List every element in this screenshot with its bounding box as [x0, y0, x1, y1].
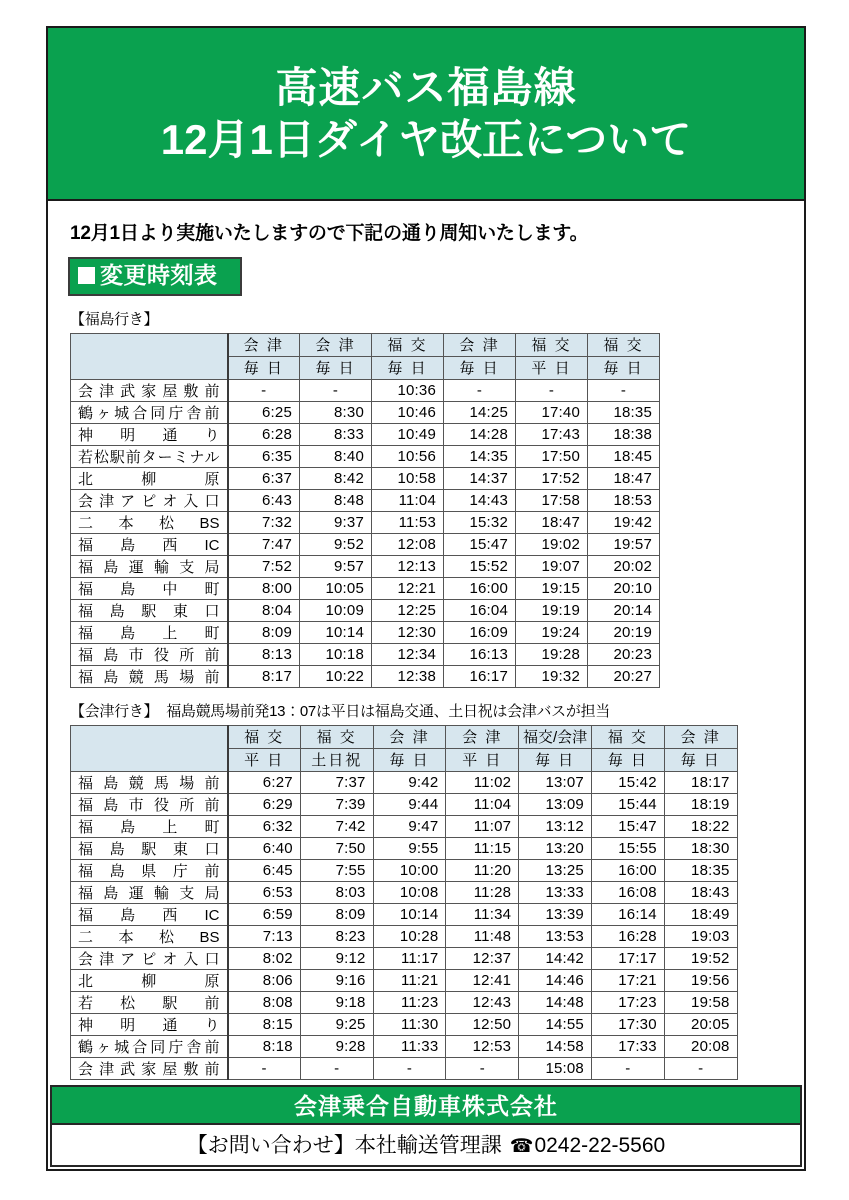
departure-time: 19:07 — [516, 555, 588, 577]
table-row — [71, 665, 660, 687]
departure-time: 10:14 — [373, 903, 446, 925]
table-row — [71, 837, 738, 859]
departure-time: 12:37 — [446, 947, 519, 969]
departure-time: 17:21 — [591, 969, 664, 991]
departure-time: 19:03 — [664, 925, 737, 947]
departure-time: 13:39 — [519, 903, 592, 925]
departure-time: 13:25 — [519, 859, 592, 881]
contact-bar — [50, 1125, 802, 1167]
table2-caption-text: 【会津行き】 — [70, 702, 159, 720]
departure-time: 20:23 — [588, 643, 660, 665]
stop-name: 福島駅東口 — [71, 599, 228, 621]
table2-operator-4: 会 津 — [446, 725, 519, 748]
title-banner — [48, 28, 804, 201]
contact-prefix: 【お問い合わせ】 — [186, 1134, 355, 1157]
departure-time: 12:21 — [372, 577, 444, 599]
departure-time: 11:30 — [373, 1013, 446, 1035]
table-row — [71, 903, 738, 925]
table-row — [71, 401, 660, 423]
table2-serviceday-5: 毎 日 — [519, 748, 592, 771]
departure-time: 15:32 — [444, 511, 516, 533]
table-row — [71, 599, 660, 621]
table1-head — [71, 333, 660, 379]
departure-time: 18:35 — [664, 859, 737, 881]
departure-time: 17:33 — [591, 1035, 664, 1057]
departure-time: 8:13 — [228, 643, 300, 665]
departure-time: 17:23 — [591, 991, 664, 1013]
table-row — [71, 881, 738, 903]
departure-time: 17:43 — [516, 423, 588, 445]
table1-serviceday-3: 毎 日 — [372, 356, 444, 379]
departure-time: 17:30 — [591, 1013, 664, 1035]
departure-time: 10:00 — [373, 859, 446, 881]
departure-time: 16:00 — [591, 859, 664, 881]
departure-time: 11:07 — [446, 815, 519, 837]
departure-time: 18:49 — [664, 903, 737, 925]
departure-time: 17:58 — [516, 489, 588, 511]
departure-time: 6:32 — [228, 815, 301, 837]
table1-operator-2: 会 津 — [300, 333, 372, 356]
departure-time: 8:04 — [228, 599, 300, 621]
table2-operator-row — [71, 725, 738, 748]
page-title-line1: 高速バス福島線 — [275, 63, 577, 111]
table-row — [71, 771, 738, 793]
departure-time: 13:09 — [519, 793, 592, 815]
departure-time: 19:15 — [516, 577, 588, 599]
table-row — [71, 577, 660, 599]
departure-time: 6:27 — [228, 771, 301, 793]
departure-time: 9:25 — [300, 1013, 373, 1035]
departure-time: 15:47 — [591, 815, 664, 837]
contact-phone: 0242-22-5560 — [534, 1134, 666, 1157]
departure-time: 18:45 — [588, 445, 660, 467]
departure-time: 16:04 — [444, 599, 516, 621]
departure-time: 14:55 — [519, 1013, 592, 1035]
departure-time: 15:55 — [591, 837, 664, 859]
stop-name: 北柳原 — [71, 467, 228, 489]
departure-time: 17:52 — [516, 467, 588, 489]
departure-time: 16:17 — [444, 665, 516, 687]
departure-time: 19:32 — [516, 665, 588, 687]
stop-name: 神明通り — [71, 423, 228, 445]
departure-time: 7:37 — [300, 771, 373, 793]
table2-operator-5: 福交/会津 — [519, 725, 592, 748]
stop-name: 福島上町 — [71, 621, 228, 643]
departure-time: 8:30 — [300, 401, 372, 423]
departure-time: 7:42 — [300, 815, 373, 837]
departure-time: 10:09 — [300, 599, 372, 621]
table-row — [71, 489, 660, 511]
departure-time: 6:35 — [228, 445, 300, 467]
stop-name: 会津アピオ入口 — [71, 947, 228, 969]
table1-serviceday-2: 毎 日 — [300, 356, 372, 379]
table1-corner-cell — [71, 333, 228, 379]
departure-time: 16:09 — [444, 621, 516, 643]
departure-time: 20:19 — [588, 621, 660, 643]
departure-time: 13:20 — [519, 837, 592, 859]
footer — [48, 1085, 804, 1169]
stop-name: 福島県庁前 — [71, 859, 228, 881]
departure-time: 9:28 — [300, 1035, 373, 1057]
departure-time: 14:46 — [519, 969, 592, 991]
departure-time: 11:02 — [446, 771, 519, 793]
table2-head — [71, 725, 738, 771]
departure-time: 12:30 — [372, 621, 444, 643]
departure-time: - — [591, 1057, 664, 1079]
page-title-line2: 12月1日ダイヤ改正について — [160, 115, 692, 163]
departure-time: 9:37 — [300, 511, 372, 533]
departure-time: 6:40 — [228, 837, 301, 859]
departure-time: 13:33 — [519, 881, 592, 903]
table-row — [71, 969, 738, 991]
departure-time: 7:32 — [228, 511, 300, 533]
stop-name: 会津武家屋敷前 — [71, 1057, 228, 1079]
departure-time: 18:43 — [664, 881, 737, 903]
departure-time: 16:08 — [591, 881, 664, 903]
departure-time: 19:57 — [588, 533, 660, 555]
departure-time: 16:13 — [444, 643, 516, 665]
departure-time: 10:56 — [372, 445, 444, 467]
departure-time: 13:53 — [519, 925, 592, 947]
stop-name: 福島競馬場前 — [71, 771, 228, 793]
stop-name: 福島運輸支局 — [71, 881, 228, 903]
departure-time: 6:29 — [228, 793, 301, 815]
departure-time: 9:57 — [300, 555, 372, 577]
telephone-icon: ☎ — [509, 1136, 534, 1157]
departure-time: 7:47 — [228, 533, 300, 555]
departure-time: 6:25 — [228, 401, 300, 423]
departure-time: 19:56 — [664, 969, 737, 991]
table1-body — [71, 379, 660, 687]
white-square-icon — [78, 267, 95, 284]
table2-caption-note: 福島競馬場前発13：07は平日は福島交通、土日祝は会津バスが担当 — [166, 702, 610, 720]
table1-operator-row — [71, 333, 660, 356]
section-header-label: 変更時刻表 — [100, 262, 218, 288]
departure-time: 14:28 — [444, 423, 516, 445]
departure-time: 6:45 — [228, 859, 301, 881]
departure-time: 9:42 — [373, 771, 446, 793]
departure-time: 8:40 — [300, 445, 372, 467]
table1-serviceday-5: 平 日 — [516, 356, 588, 379]
table-row — [71, 1057, 738, 1079]
departure-time: 14:43 — [444, 489, 516, 511]
departure-time: - — [444, 379, 516, 401]
departure-time: 14:25 — [444, 401, 516, 423]
departure-time: 12:50 — [446, 1013, 519, 1035]
table2-serviceday-1: 平 日 — [228, 748, 301, 771]
departure-time: 20:14 — [588, 599, 660, 621]
departure-time: 8:02 — [228, 947, 301, 969]
table2-operator-7: 会 津 — [664, 725, 737, 748]
departure-time: 8:00 — [228, 577, 300, 599]
departure-time: 8:09 — [228, 621, 300, 643]
departure-time: 11:21 — [373, 969, 446, 991]
departure-time: 6:59 — [228, 903, 301, 925]
departure-time: 11:23 — [373, 991, 446, 1013]
departure-time: 10:08 — [373, 881, 446, 903]
table2-body — [71, 771, 738, 1079]
table2-operator-3: 会 津 — [373, 725, 446, 748]
departure-time: 6:37 — [228, 467, 300, 489]
departure-time: 6:28 — [228, 423, 300, 445]
departure-time: - — [664, 1057, 737, 1079]
departure-time: 19:52 — [664, 947, 737, 969]
departure-time: 11:33 — [373, 1035, 446, 1057]
table-row — [71, 643, 660, 665]
departure-time: 18:47 — [516, 511, 588, 533]
departure-time: 7:39 — [300, 793, 373, 815]
departure-time: 12:34 — [372, 643, 444, 665]
departure-time: - — [516, 379, 588, 401]
departure-time: 11:48 — [446, 925, 519, 947]
departure-time: 12:53 — [446, 1035, 519, 1057]
section-header-timetable — [68, 257, 242, 296]
table-row — [71, 815, 738, 837]
departure-time: - — [588, 379, 660, 401]
departure-time: 19:19 — [516, 599, 588, 621]
departure-time: 16:00 — [444, 577, 516, 599]
table1-operator-1: 会 津 — [228, 333, 300, 356]
departure-time: 14:37 — [444, 467, 516, 489]
departure-time: 8:48 — [300, 489, 372, 511]
departure-time: 7:52 — [228, 555, 300, 577]
departure-time: 20:27 — [588, 665, 660, 687]
departure-time: 10:36 — [372, 379, 444, 401]
departure-time: 11:17 — [373, 947, 446, 969]
departure-time: 9:12 — [300, 947, 373, 969]
departure-time: 9:52 — [300, 533, 372, 555]
departure-time: 10:28 — [373, 925, 446, 947]
departure-time: 11:04 — [372, 489, 444, 511]
departure-time: 10:58 — [372, 467, 444, 489]
departure-time: 11:20 — [446, 859, 519, 881]
departure-time: 8:15 — [228, 1013, 301, 1035]
table1-operator-4: 会 津 — [444, 333, 516, 356]
departure-time: 8:09 — [300, 903, 373, 925]
departure-time: 14:58 — [519, 1035, 592, 1057]
departure-time: 20:02 — [588, 555, 660, 577]
stop-name: 二本松BS — [71, 925, 228, 947]
departure-time: 12:25 — [372, 599, 444, 621]
stop-name: 鶴ヶ城合同庁舎前 — [71, 1035, 228, 1057]
departure-time: 12:41 — [446, 969, 519, 991]
departure-time: 12:43 — [446, 991, 519, 1013]
departure-time: 18:17 — [664, 771, 737, 793]
body-area — [48, 218, 804, 1100]
departure-time: 19:02 — [516, 533, 588, 555]
departure-time: 7:50 — [300, 837, 373, 859]
departure-time: 18:22 — [664, 815, 737, 837]
table2-serviceday-3: 毎 日 — [373, 748, 446, 771]
table2-serviceday-2: 土日祝 — [300, 748, 373, 771]
departure-time: 15:08 — [519, 1057, 592, 1079]
table-row — [71, 445, 660, 467]
departure-time: 10:05 — [300, 577, 372, 599]
departure-time: - — [228, 1057, 301, 1079]
table2-serviceday-6: 毎 日 — [591, 748, 664, 771]
timetable-fukushima-bound — [70, 333, 660, 688]
table2-operator-2: 福 交 — [300, 725, 373, 748]
departure-time: 10:46 — [372, 401, 444, 423]
departure-time: 8:33 — [300, 423, 372, 445]
departure-time: 11:53 — [372, 511, 444, 533]
departure-time: 18:19 — [664, 793, 737, 815]
table-row — [71, 991, 738, 1013]
departure-time: 19:24 — [516, 621, 588, 643]
departure-time: 15:44 — [591, 793, 664, 815]
departure-time: 11:04 — [446, 793, 519, 815]
table-row — [71, 533, 660, 555]
flyer-sheet — [46, 26, 806, 1171]
departure-time: 20:05 — [664, 1013, 737, 1035]
departure-time: 10:14 — [300, 621, 372, 643]
departure-time: 8:17 — [228, 665, 300, 687]
departure-time: 18:47 — [588, 467, 660, 489]
departure-time: 12:08 — [372, 533, 444, 555]
table1-operator-3: 福 交 — [372, 333, 444, 356]
table-row — [71, 621, 660, 643]
departure-time: - — [300, 379, 372, 401]
table-row — [71, 925, 738, 947]
stop-name: 鶴ヶ城合同庁舎前 — [71, 401, 228, 423]
departure-time: 12:38 — [372, 665, 444, 687]
timetable-aizu-bound — [70, 725, 738, 1080]
stop-name: 会津武家屋敷前 — [71, 379, 228, 401]
departure-time: 15:47 — [444, 533, 516, 555]
departure-time: 9:16 — [300, 969, 373, 991]
departure-time: 16:14 — [591, 903, 664, 925]
departure-time: 17:17 — [591, 947, 664, 969]
departure-time: 8:06 — [228, 969, 301, 991]
table-row — [71, 859, 738, 881]
contact-dept: 本社輸送管理課 — [354, 1134, 502, 1157]
stop-name: 福島上町 — [71, 815, 228, 837]
stop-name: 神明通り — [71, 1013, 228, 1035]
stop-name: 福島中町 — [71, 577, 228, 599]
departure-time: 7:55 — [300, 859, 373, 881]
table-row — [71, 379, 660, 401]
table1-operator-5: 福 交 — [516, 333, 588, 356]
stop-name: 福島駅東口 — [71, 837, 228, 859]
stop-name: 若松駅前 — [71, 991, 228, 1013]
stop-name: 福島西IC — [71, 903, 228, 925]
departure-time: 14:48 — [519, 991, 592, 1013]
departure-time: 19:58 — [664, 991, 737, 1013]
departure-time: 7:13 — [228, 925, 301, 947]
table2-corner-cell — [71, 725, 228, 771]
table2-operator-6: 福 交 — [591, 725, 664, 748]
departure-time: 16:28 — [591, 925, 664, 947]
stop-name: 福島市役所前 — [71, 643, 228, 665]
departure-time: 20:08 — [664, 1035, 737, 1057]
departure-time: 15:42 — [591, 771, 664, 793]
table-row — [71, 793, 738, 815]
table1-serviceday-6: 毎 日 — [588, 356, 660, 379]
table2-serviceday-4: 平 日 — [446, 748, 519, 771]
departure-time: 19:42 — [588, 511, 660, 533]
departure-time: 18:53 — [588, 489, 660, 511]
departure-time: 20:10 — [588, 577, 660, 599]
table-row — [71, 467, 660, 489]
table1-serviceday-1: 毎 日 — [228, 356, 300, 379]
departure-time: 17:50 — [516, 445, 588, 467]
table1-caption — [70, 308, 804, 329]
stop-name: 会津アピオ入口 — [71, 489, 228, 511]
table-row — [71, 555, 660, 577]
table-row — [71, 423, 660, 445]
table2-caption — [70, 700, 804, 721]
departure-time: 18:38 — [588, 423, 660, 445]
departure-time: 8:23 — [300, 925, 373, 947]
departure-time: 13:12 — [519, 815, 592, 837]
table-row — [71, 1035, 738, 1057]
company-name-bar: 会津乗合自動車株式会社 — [50, 1085, 802, 1125]
table-row — [71, 947, 738, 969]
departure-time: 9:18 — [300, 991, 373, 1013]
departure-time: 14:35 — [444, 445, 516, 467]
departure-time: 6:43 — [228, 489, 300, 511]
departure-time: 14:42 — [519, 947, 592, 969]
departure-time: 18:35 — [588, 401, 660, 423]
departure-time: - — [373, 1057, 446, 1079]
stop-name: 二本松BS — [71, 511, 228, 533]
table1-operator-6: 福 交 — [588, 333, 660, 356]
stop-name: 福島西IC — [71, 533, 228, 555]
departure-time: - — [446, 1057, 519, 1079]
departure-time: 10:18 — [300, 643, 372, 665]
departure-time: 18:30 — [664, 837, 737, 859]
table-row — [71, 1013, 738, 1035]
stop-name: 若松駅前ターミナル — [71, 445, 228, 467]
stop-name: 福島競馬場前 — [71, 665, 228, 687]
departure-time: 13:07 — [519, 771, 592, 793]
departure-time: 9:47 — [373, 815, 446, 837]
departure-time: 11:34 — [446, 903, 519, 925]
departure-time: 11:28 — [446, 881, 519, 903]
table1-serviceday-4: 毎 日 — [444, 356, 516, 379]
table2-serviceday-7: 毎 日 — [664, 748, 737, 771]
table2-operator-1: 福 交 — [228, 725, 301, 748]
table-row — [71, 511, 660, 533]
departure-time: 9:55 — [373, 837, 446, 859]
departure-time: 8:08 — [228, 991, 301, 1013]
departure-time: 8:42 — [300, 467, 372, 489]
departure-time: 19:28 — [516, 643, 588, 665]
departure-time: 15:52 — [444, 555, 516, 577]
stop-name: 福島市役所前 — [71, 793, 228, 815]
departure-time: 10:22 — [300, 665, 372, 687]
departure-time: 6:53 — [228, 881, 301, 903]
departure-time: 8:03 — [300, 881, 373, 903]
stop-name: 福島運輸支局 — [71, 555, 228, 577]
departure-time: 9:44 — [373, 793, 446, 815]
intro-text: 12月1日より実施いたしますので下記の通り周知いたします。 — [70, 223, 589, 244]
departure-time: 8:18 — [228, 1035, 301, 1057]
departure-time: - — [228, 379, 300, 401]
table1-caption-text: 【福島行き】 — [70, 310, 159, 328]
stop-name: 北柳原 — [71, 969, 228, 991]
departure-time: 12:13 — [372, 555, 444, 577]
departure-time: 11:15 — [446, 837, 519, 859]
departure-time: - — [300, 1057, 373, 1079]
departure-time: 17:40 — [516, 401, 588, 423]
departure-time: 10:49 — [372, 423, 444, 445]
